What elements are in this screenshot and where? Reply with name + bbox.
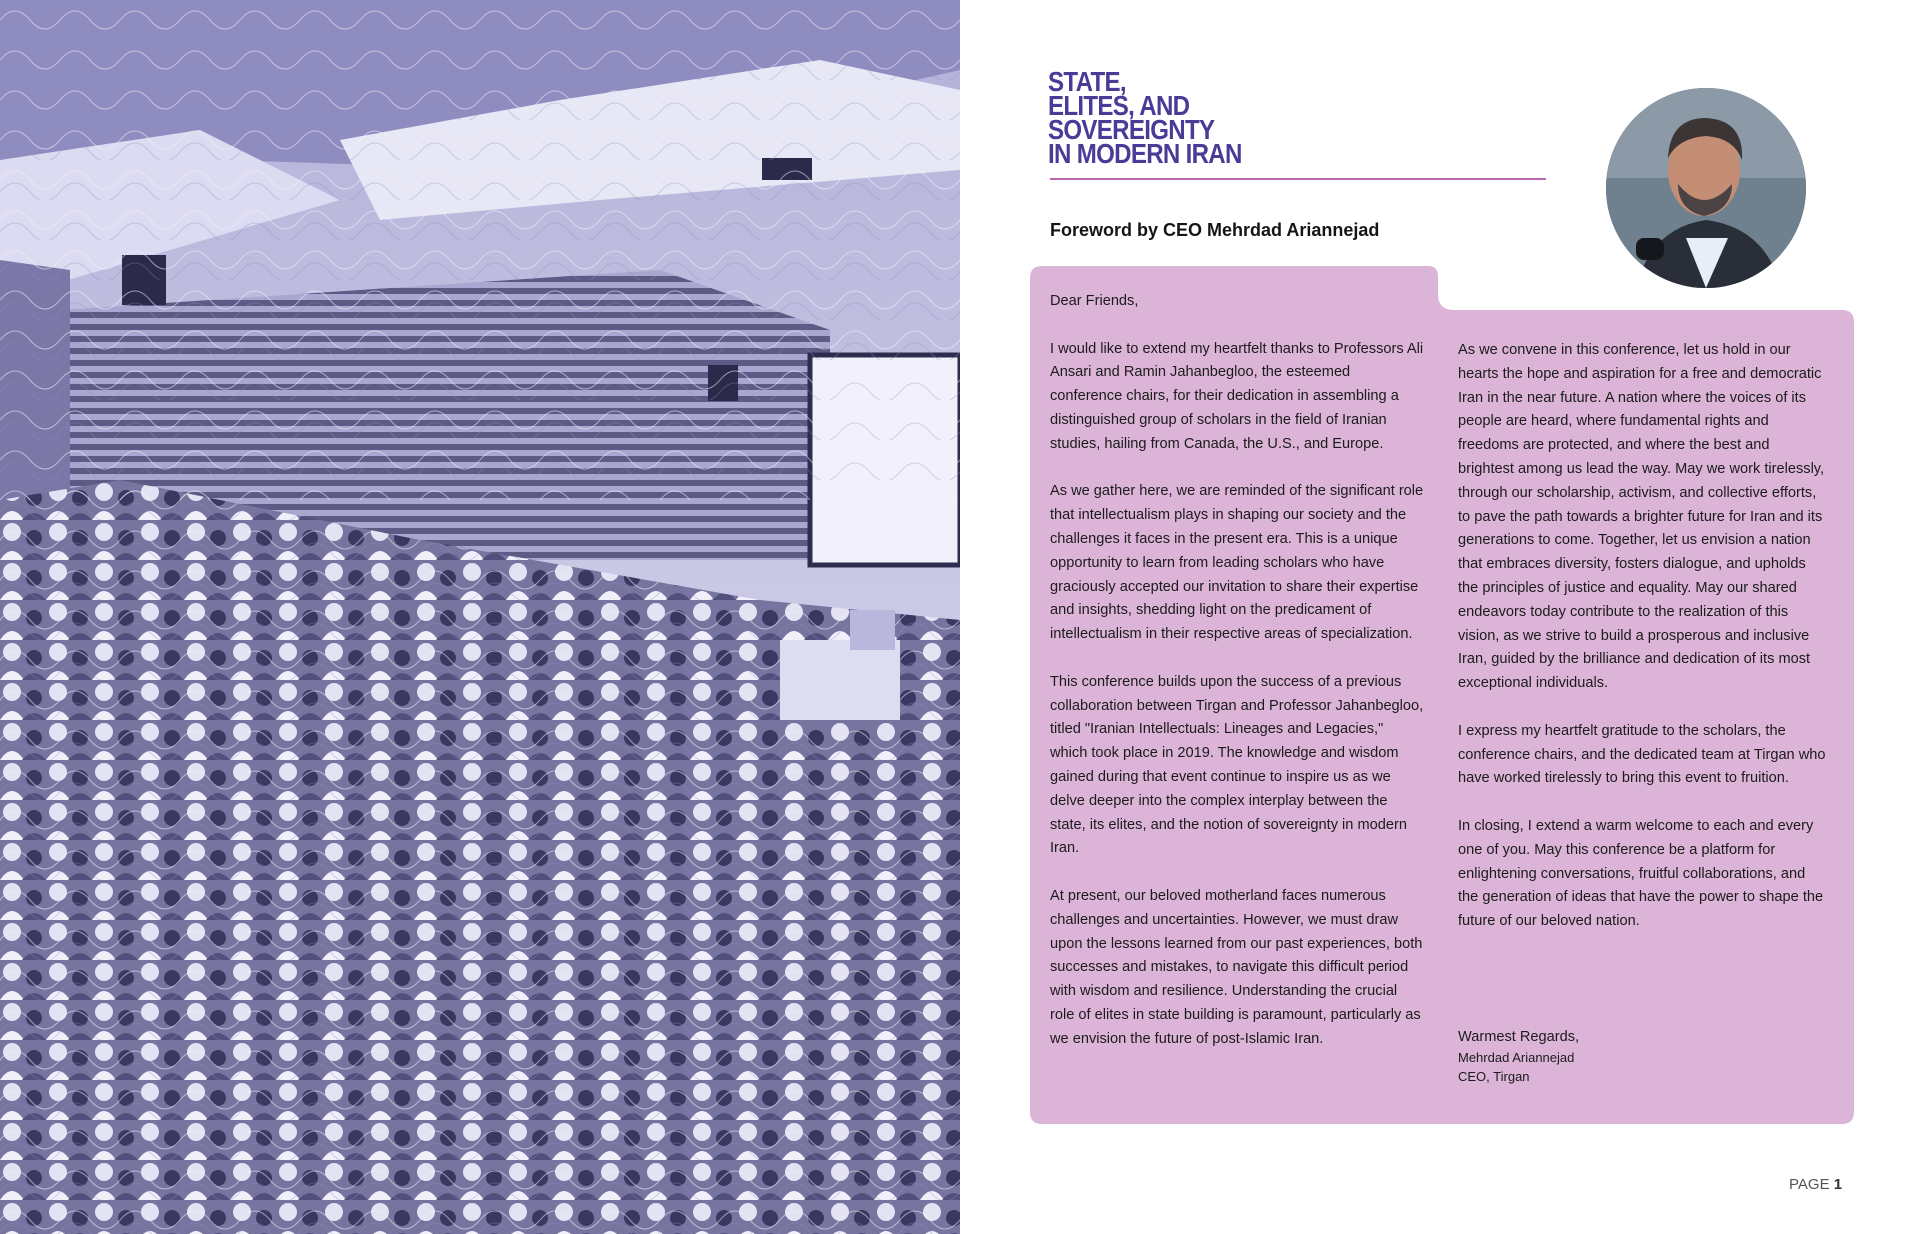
page-label: PAGE bbox=[1789, 1176, 1830, 1193]
paragraph: As we gather here, we are reminded of the significant role that intellectualism plays in shaping our society and the challenges it faces in the present era. This is a unique opportunity to learn from leading scholars who have graciously accepted our invitation to share their expertise and insights, shedding light on the predicament of intellectualism in their respective areas of specialization. bbox=[1050, 483, 1424, 643]
page-number bbox=[1789, 1176, 1842, 1193]
title-divider bbox=[1050, 178, 1546, 180]
portrait-illustration bbox=[1606, 88, 1806, 288]
signoff-role: CEO, Tirgan bbox=[1458, 1069, 1530, 1084]
paragraph: I would like to extend my heartfelt thanks to Professors Ali Ansari and Ramin Jahanbegloo, the esteemed conference chairs, for their dedication in assembling a distinguished group of scholars in the field of Iranian studies, hailing from Canada, the U.S., and Europe. bbox=[1050, 340, 1424, 452]
title-line: IN MODERN IRAN bbox=[1048, 138, 1242, 169]
signoff bbox=[1458, 1026, 1579, 1086]
paragraph: As we convene in this conference, let us hold in our hearts the hope and aspiration for a free and democratic Iran in the near future. A nation where the voices of its people are heard, where fundamental rights and freedoms are protected, and where the best and brightest among us lead the way. May we work tirelessly, through our scholarship, activism, and collective efforts, to pave the path towards a brighter future for Iran and its generations to come. Together, let us envision a nation that embraces diversity, fosters dialogue, and upholds the principles of justice and equality. May our shared endeavors today contribute to the realization of this vision, as we strive to build a prosperous and inclusive Iran, guided by the brilliance and dedication of its most exceptional individuals. bbox=[1458, 342, 1825, 692]
foreword-column-right bbox=[1458, 339, 1828, 958]
paragraph: This conference builds upon the success of a previous collaboration between Tirgan and Professor Jahanbegloo, titled "Iranian Intellectuals: Lineages and Legacies," which took place in 2019. The knowledge and wisdom gained during that event continue to inspire us as we delve deeper into the complex interplay between the state, its elites, and the notion of sovereignty in modern Iran. bbox=[1050, 673, 1424, 857]
title-line: ELITES, AND bbox=[1048, 90, 1190, 121]
foreword-heading: Foreword by CEO Mehrdad Ariannejad bbox=[1050, 220, 1380, 240]
greeting: Dear Friends, bbox=[1050, 293, 1139, 309]
paragraph: I express my heartfelt gratitude to the scholars, the conference chairs, and the dedicated team at Tirgan who have worked tirelessly to bring this event to fruition. bbox=[1458, 722, 1826, 787]
signoff-regards: Warmest Regards, bbox=[1458, 1029, 1580, 1045]
conference-title bbox=[1048, 66, 1242, 169]
paragraph: In closing, I extend a warm welcome to each and every one of you. May this conference be a platform for enlightening conversations, fruitful collaborations, and the generation of ideas that have the power to shape the future of our beloved nation. bbox=[1458, 817, 1824, 930]
title-line: SOVEREIGNTY bbox=[1048, 114, 1215, 145]
signoff-name: Mehrdad Ariannejad bbox=[1458, 1050, 1575, 1065]
paragraph: At present, our beloved motherland faces numerous challenges and uncertainties. However, we must draw upon the lessons learned from our past experiences, both successes and mistakes, to navigate this difficult period with wisdom and resilience. Understanding the crucial role of elites in state building is paramount, particularly as we envision the future of post-Islamic Iran. bbox=[1050, 887, 1423, 1047]
title-line: STATE, bbox=[1048, 66, 1126, 97]
page-number-value: 1 bbox=[1833, 1176, 1843, 1193]
foreword-column-left bbox=[1050, 290, 1424, 1075]
ceo-portrait bbox=[1606, 88, 1806, 288]
